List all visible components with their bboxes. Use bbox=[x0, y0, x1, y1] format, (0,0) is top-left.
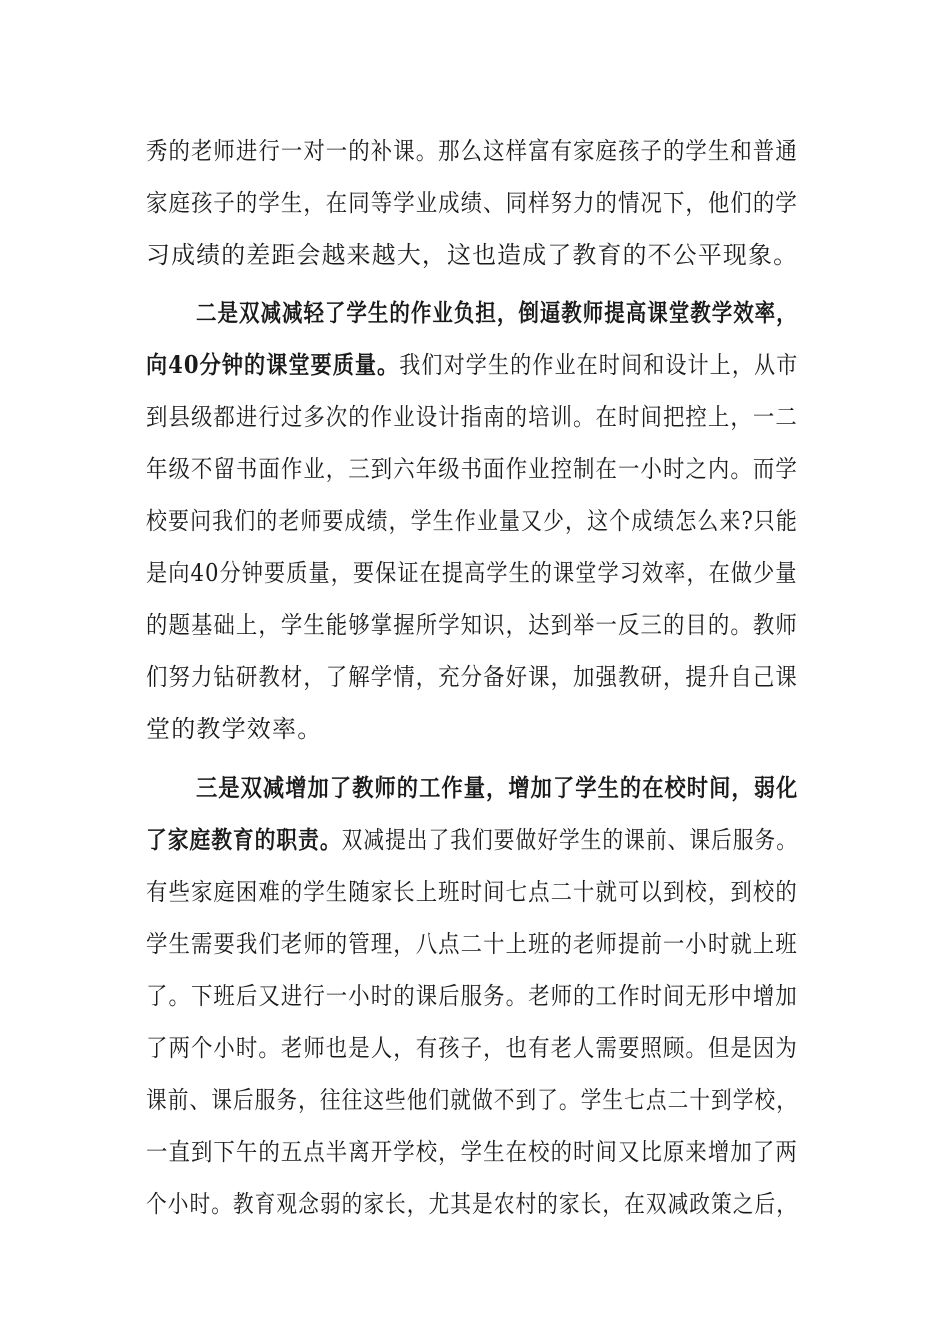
paragraph-1-line-3 bbox=[146, 240, 798, 270]
paragraph-2-line-6 bbox=[146, 558, 798, 588]
body-text: 了两个小时。老师也是人，有孩子，也有老人需要照顾。但是因为 bbox=[146, 1034, 798, 1062]
body-text: 秀的老师进行一对一的补课。那么这样富有家庭孩子的学生和普通 bbox=[146, 137, 798, 165]
paragraph-3-line-8 bbox=[146, 1137, 798, 1167]
body-text: 到县级都进行过多次的作业设计指南的培训。在时间把控上，一二 bbox=[146, 403, 798, 431]
body-text: 们努力钻研教材，了解学情，充分备好课，加强教研，提升自己课 bbox=[146, 663, 798, 691]
body-text: 学生需要我们老师的管理，八点二十上班的老师提前一小时就上班 bbox=[146, 930, 798, 958]
body-text: 堂的教学效率。 bbox=[146, 715, 323, 743]
paragraph-1-line-1 bbox=[146, 136, 798, 166]
bold-lead-text: 三是双减增加了教师的工作量，增加了学生的在校时间，弱化 bbox=[196, 773, 799, 802]
paragraph-2-line-7 bbox=[146, 610, 798, 640]
paragraph-2-line-2 bbox=[146, 350, 798, 380]
paragraph-2-line-1 bbox=[196, 298, 798, 328]
paragraph-2-line-5 bbox=[146, 506, 798, 536]
body-text: 家庭孩子的学生，在同等学业成绩、同样努力的情况下，他们的学 bbox=[146, 189, 798, 217]
paragraph-2-line-8 bbox=[146, 662, 798, 692]
body-text: 的题基础上，学生能够掌握所学知识，达到举一反三的目的。教师 bbox=[146, 611, 798, 639]
paragraph-3-line-4 bbox=[146, 929, 798, 959]
body-text: 是向40分钟要质量，要保证在提高学生的课堂学习效率，在做少量 bbox=[146, 559, 798, 587]
paragraph-3-line-2 bbox=[146, 825, 798, 855]
body-text: 个小时。教育观念弱的家长，尤其是农村的家长，在双减政策之后， bbox=[146, 1190, 798, 1218]
body-text: 一直到下午的五点半离开学校，学生在校的时间又比原来增加了两 bbox=[146, 1138, 798, 1166]
bold-lead-text: 二是双减减轻了学生的作业负担，倒逼教师提高课堂教学效率， bbox=[196, 298, 798, 327]
paragraph-3-line-5 bbox=[146, 981, 798, 1011]
body-text: 有些家庭困难的学生随家长上班时间七点二十就可以到校，到校的 bbox=[146, 878, 798, 906]
body-text: 校要问我们的老师要成绩，学生作业量又少，这个成绩怎么来?只能 bbox=[146, 507, 798, 535]
body-text: 习成绩的差距会越来越大，这也造成了教育的不公平现象。 bbox=[146, 241, 799, 269]
bold-lead-text: 向40分钟的课堂要质量。 bbox=[146, 350, 400, 379]
body-text: 课前、课后服务，往往这些他们就做不到了。学生七点二十到学校， bbox=[146, 1086, 798, 1114]
bold-lead-text: 了家庭教育的职责。 bbox=[146, 825, 342, 854]
paragraph-3-line-1 bbox=[196, 773, 798, 803]
paragraph-1-line-2 bbox=[146, 188, 798, 218]
body-text: 年级不留书面作业，三到六年级书面作业控制在一小时之内。而学 bbox=[146, 455, 798, 483]
paragraph-3-line-6 bbox=[146, 1033, 798, 1063]
body-text: 我们对学生的作业在时间和设计上，从市 bbox=[399, 351, 799, 379]
paragraph-2-line-9 bbox=[146, 714, 322, 744]
body-text: 双减提出了我们要做好学生的课前、课后服务。 bbox=[341, 826, 798, 854]
paragraph-3-line-7 bbox=[146, 1085, 798, 1115]
paragraph-3-line-3 bbox=[146, 877, 798, 907]
paragraph-3-line-9 bbox=[146, 1189, 798, 1219]
paragraph-2-line-3 bbox=[146, 402, 798, 432]
body-text: 了。下班后又进行一小时的课后服务。老师的工作时间无形中增加 bbox=[146, 982, 798, 1010]
paragraph-2-line-4 bbox=[146, 454, 798, 484]
